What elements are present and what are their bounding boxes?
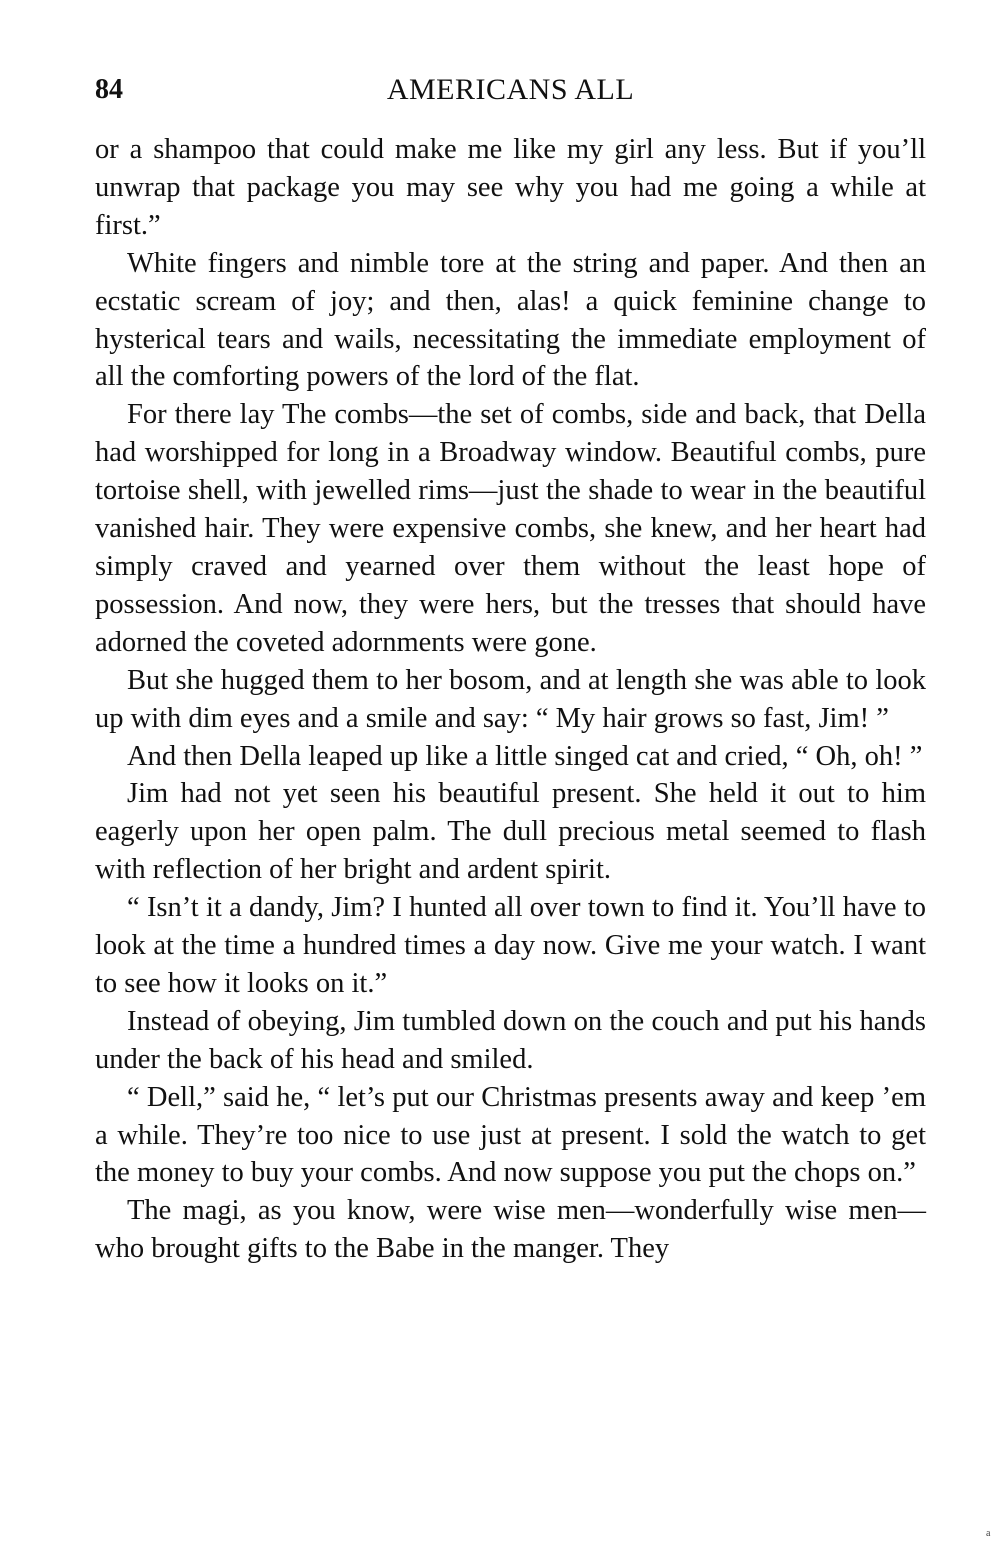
book-title: AMERICANS ALL [386, 73, 635, 106]
paragraph: Jim had not yet seen his beautiful present. She held it out to him eagerly upon her open palm. The dull precious metal seemed to flash with reflection of her bright and ardent spirit. [95, 778, 926, 886]
paragraph-continuation: or a shampoo that could make me like my girl any less. But if you’ll unwrap that package you may see why you had me going a while at first.” [95, 134, 926, 241]
paragraph: White fingers and nimble tore at the string and paper. And then an ecstatic scream of joy; and then, alas! a quick feminine change to hysterical tears and wails, necessitating the immediate employment of all the comforting powers of the lord of the flat. [95, 247, 926, 393]
body-text [95, 131, 926, 1268]
paragraph: Instead of obeying, Jim tumbled down on the couch and put his hands under the back of his head and smiled. [95, 1005, 926, 1075]
corner-mark: a [986, 1528, 991, 1539]
book-page [95, 70, 926, 1268]
paragraph: “ Dell,” said he, “ let’s put our Christmas presents away and keep ’em a while. They’re too nice to use just at present. I sold the watch to get the money to buy your combs. And now suppose you put the chops on.” [95, 1081, 926, 1189]
paragraph: But she hugged them to her bosom, and at length she was able to look up with dim eyes and a smile and say: “ My hair grows so fast, Jim! ” [95, 664, 926, 734]
paragraph: The magi, as you know, were wise men—wonderfully wise men—who brought gifts to the Babe in the manger. They [95, 1195, 926, 1265]
paragraph: “ Isn’t it a dandy, Jim? I hunted all over town to find it. You’ll have to look at the time a hundred times a day now. Give me your watch. I want to see how it looks on it.” [95, 892, 926, 999]
paragraph: For there lay The combs—the set of combs, side and back, that Della had worshipped for long in a Broadway window. Beautiful combs, pure tortoise shell, with jewelled rims—just the shade to wear in the beautiful vanished hair. They were expensive combs, she knew, and her heart had simply craved and yearned over them without the least hope of possession. And now, they were hers, but the tresses that should have adorned the coveted adornments were gone. [95, 399, 926, 658]
paragraph: And then Della leaped up like a little singed cat and cried, “ Oh, oh! ” [127, 740, 923, 772]
running-head [95, 70, 926, 110]
page-number: 84 [95, 74, 123, 105]
